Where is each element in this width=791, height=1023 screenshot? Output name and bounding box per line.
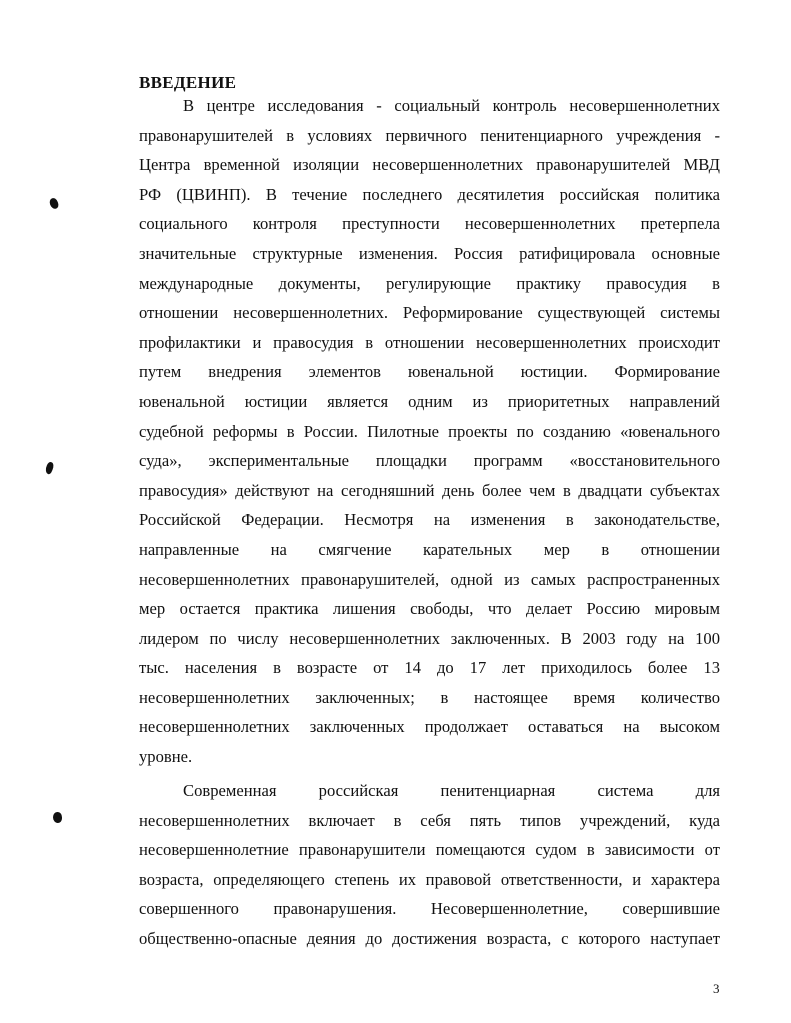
paragraph-line: возраста, определяющего степень их правовой ответственности, и характера (139, 869, 720, 889)
paragraph-line: профилактики и правосудия в отношении несовершеннолетних происходит (139, 332, 720, 352)
paragraph-line: путем внедрения элементов ювенальной юстиции. Формирование (139, 362, 720, 382)
paragraph-line: ювенальной юстиции является одним из приоритетных направлений (139, 391, 720, 411)
binding-hole-mark (48, 197, 59, 210)
paragraph-line: социального контроля преступности несовершеннолетних претерпела (139, 214, 720, 234)
paragraph-line: Российской Федерации. Несмотря на изменения в законодательстве, (139, 510, 720, 530)
paragraph-line: уровне. (139, 747, 193, 767)
paragraph-line: несовершеннолетних правонарушителей, одной из самых распространенных (139, 569, 720, 589)
paragraph-line: несовершеннолетних заключенных; в настоящее время количество (139, 687, 720, 707)
paragraph-line: несовершеннолетние правонарушители помещаются судом в зависимости от (139, 840, 720, 860)
paragraph-line: Современная российская пенитенциарная система для (183, 781, 720, 800)
section-heading: ВВЕДЕНИЕ (139, 73, 237, 92)
paragraph-line: совершенного правонарушения. Несовершеннолетние, совершившие (139, 899, 720, 919)
paragraph-line: направленные на смягчение карательных мер в отношении (139, 539, 720, 559)
paragraph-line: правосудия» действуют на сегодняшний день более чем в двадцати субъектах (139, 480, 720, 500)
binding-hole-mark (44, 461, 55, 475)
paragraph-line: общественно-опасные деяния до достижения возраста, с которого наступает (139, 928, 720, 948)
paragraph-line: значительные структурные изменения. Россия ратифицировала основные (139, 243, 720, 263)
paragraph-line: отношении несовершеннолетних. Реформирование существующей системы (139, 303, 720, 323)
paragraph-line: РФ (ЦВИНП). В течение последнего десятилетия российская политика (139, 184, 720, 204)
paragraph-line: суда», экспериментальные площадки программ «восстановительного (139, 451, 720, 471)
paragraph-line: мер остается практика лишения свободы, что делает Россию мировым (139, 599, 720, 619)
paragraph-line: В центре исследования - социальный контроль несовершеннолетних (183, 96, 720, 115)
paragraph-line: тыс. населения в возрасте от 14 до 17 лет приходилось более 13 (139, 658, 720, 678)
binding-hole-mark (53, 812, 62, 823)
paragraph-line: судебной реформы в России. Пилотные проекты по созданию «ювенального (139, 421, 720, 441)
paragraph-line: несовершеннолетних включает в себя пять типов учреждений, куда (139, 810, 720, 830)
paragraph-line: лидером по числу несовершеннолетних заключенных. В 2003 году на 100 (139, 628, 720, 648)
page-number: 3 (713, 981, 720, 996)
paragraph-line: несовершеннолетних заключенных продолжает оставаться на высоком (139, 717, 720, 737)
paragraph-1 (139, 91, 720, 772)
paragraph-line: международные документы, регулирующие практику правосудия в (139, 273, 720, 293)
paragraph-line: правонарушителей в условиях первичного пенитенциарного учреждения - (139, 125, 720, 145)
paragraph-line: Центра временной изоляции несовершеннолетних правонарушителей МВД (139, 155, 720, 175)
paragraph-2 (139, 776, 720, 954)
